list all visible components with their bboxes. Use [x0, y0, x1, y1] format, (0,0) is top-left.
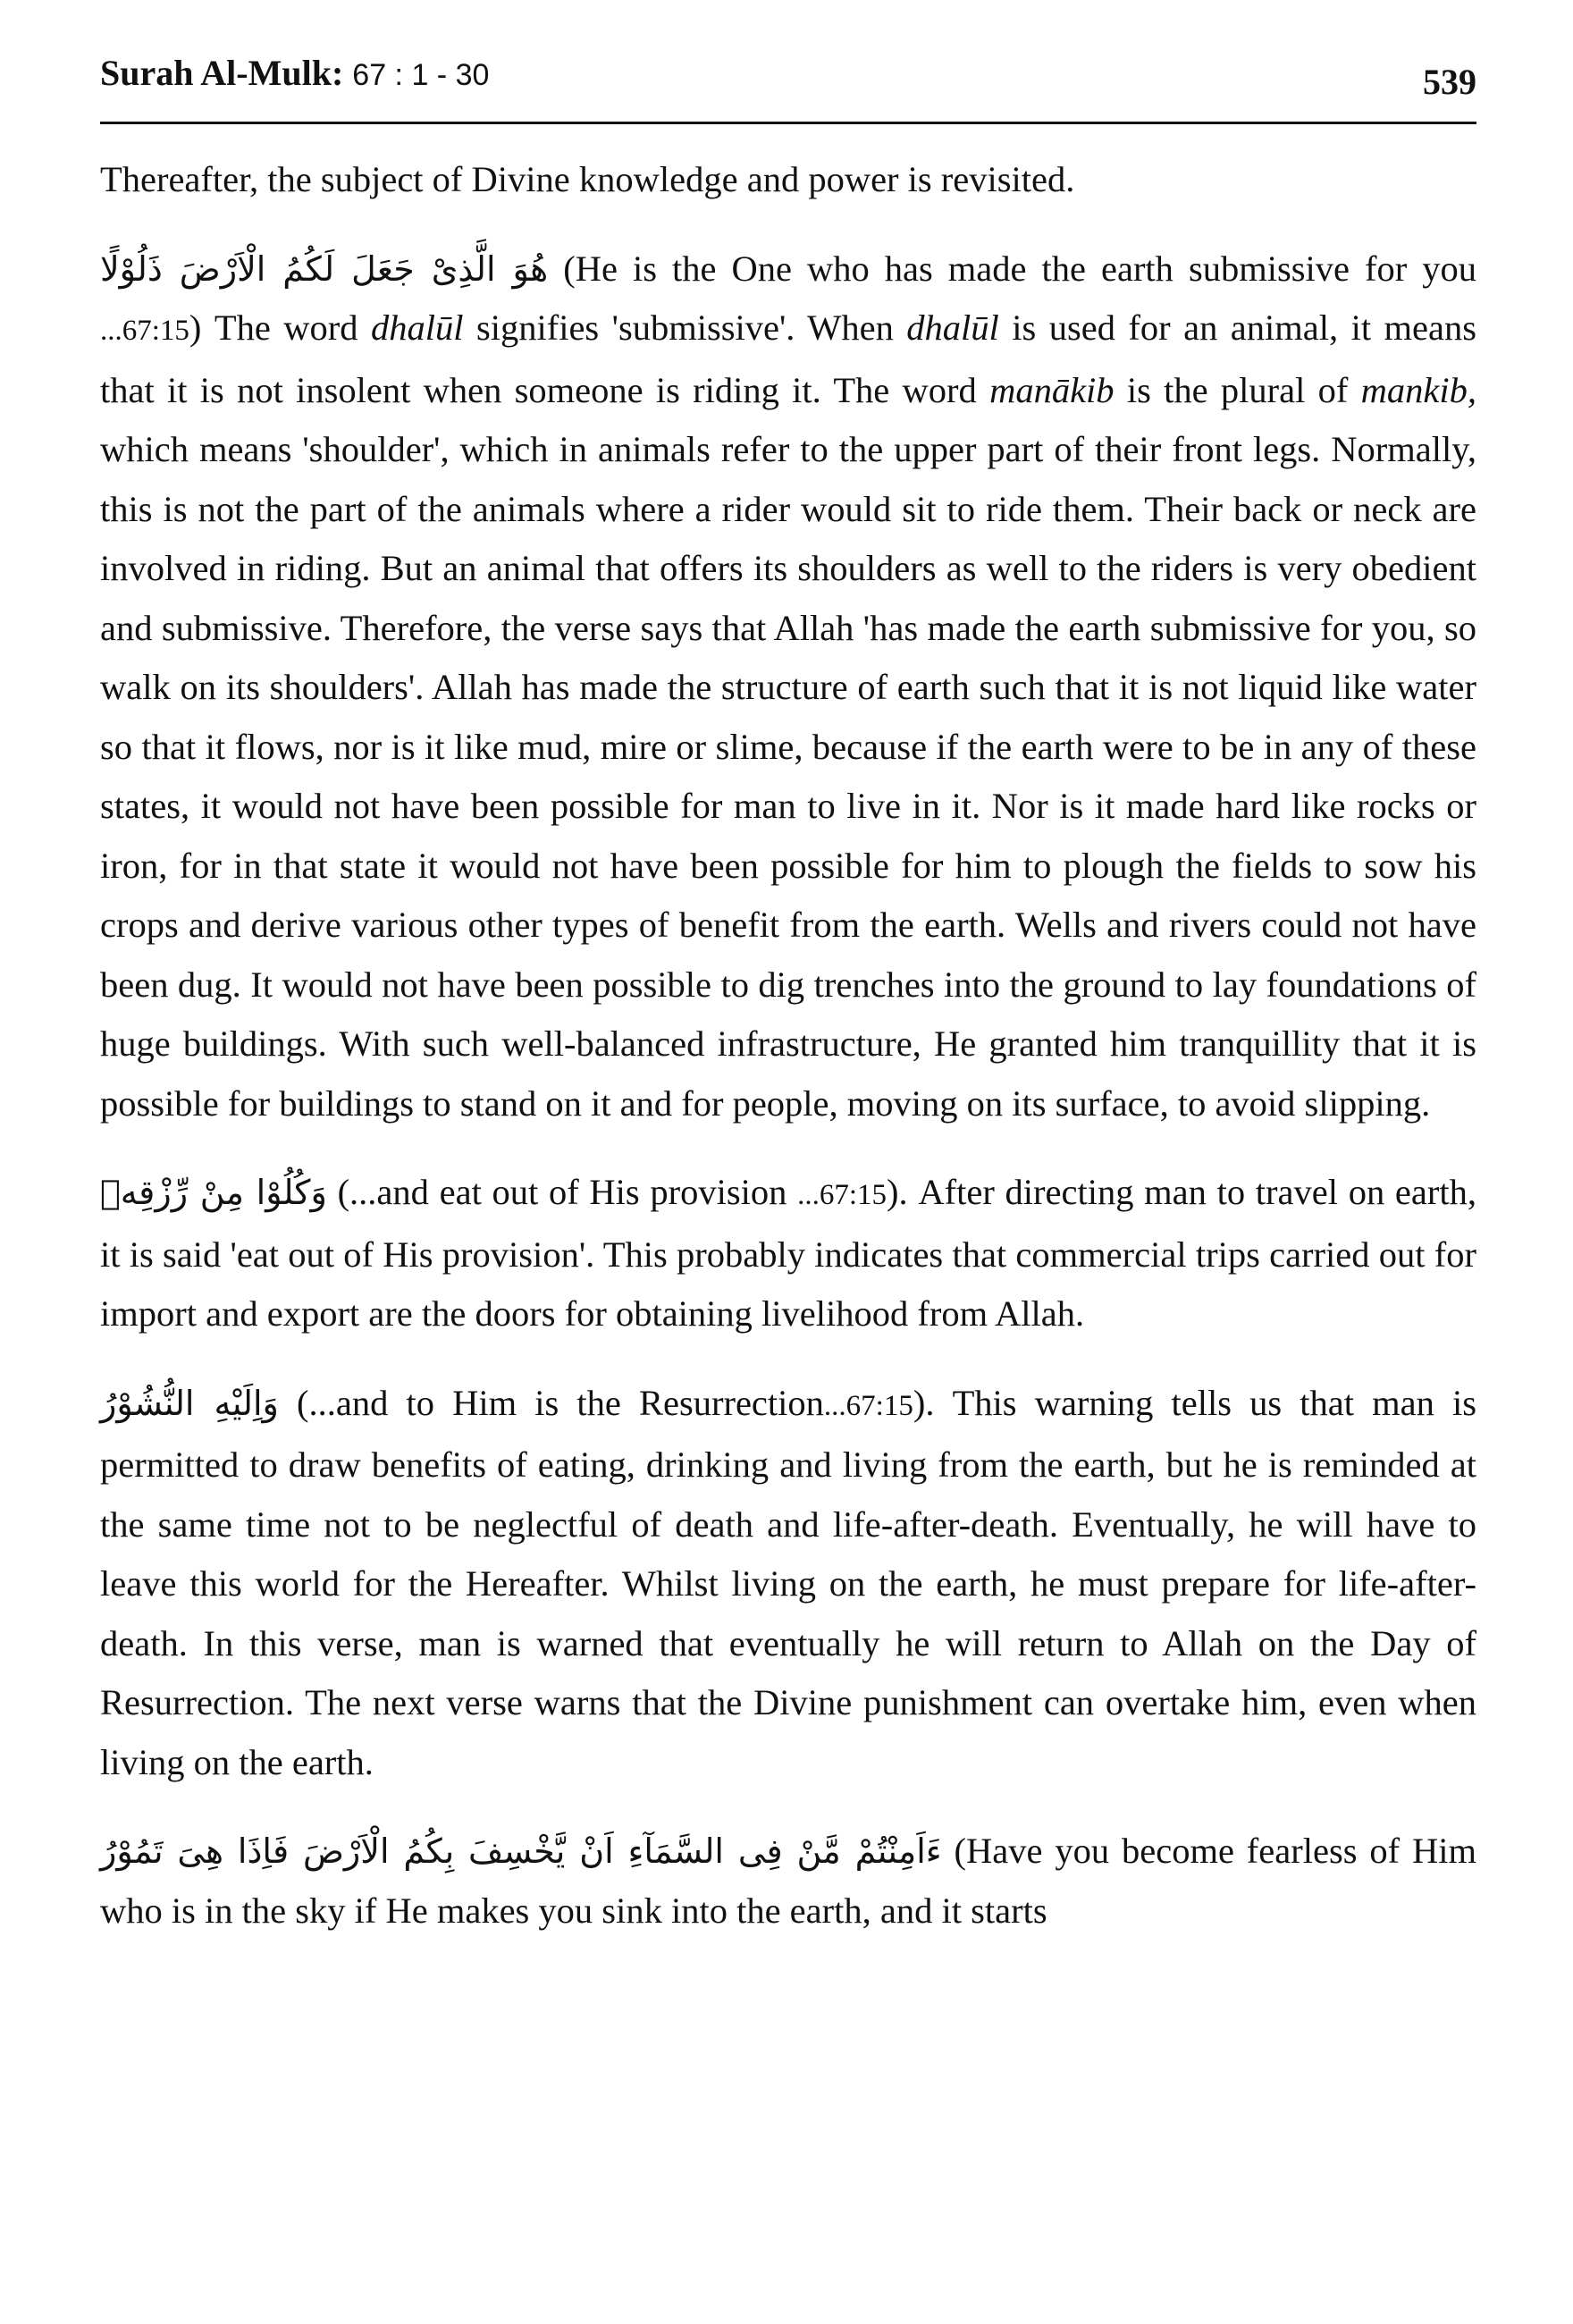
- paragraph-text: (...and to Him is the Resurrection: [278, 1382, 824, 1423]
- verse-reference: ...67:15: [823, 1389, 913, 1422]
- arabic-verse: ءَاَمِنْتُمْ مَّنْ فِى السَّمَآءِ اَنْ يَّخْسِفَ بِكُمُ الْاَرْضَ فَاِذَا هِىَ تَمُوْرُ: [100, 1831, 942, 1871]
- paragraph-text: (...and eat out of His provision: [326, 1172, 798, 1212]
- paragraph-text: is used for an animal, it means that it is not insolent when someone is riding it. The word: [100, 307, 1476, 410]
- verse-reference: ...67:15: [100, 315, 189, 347]
- header-title: [100, 52, 489, 94]
- paragraph-provision: [100, 1163, 1476, 1344]
- surah-reference: 67 : 1 - 30: [352, 58, 490, 92]
- paragraph-text: ) The word: [189, 307, 371, 348]
- paragraph-text: which means 'shoulder', which in animals refer to the upper part of their front legs. Normally, this is not the part of the animals where a rider would sit to ride them. Their back or neck are involved in riding. But an animal that offers its shoulders as well to the riders is very obedient and submissive. Therefore, the verse says that Allah 'has made the earth submissive for you, so walk on its shoulders'. Allah has made the structure of earth such that it is not liquid like water so that it flows, nor is it like mud, mire or slime, because if the earth were to be in any of these states, it would not have been possible for man to live in it. Nor is it made hard like rocks or iron, for in that state it would not have been possible for him to plough the fields to sow his crops and derive various other types of benefit from the earth. Wells and rivers could not have been dug. It would not have been possible to dig trenches into the ground to lay foundations of huge buildings. With such well-balanced infrastructure, He granted him tranquillity that it is possible for buildings to stand on it and for people, moving on its surface, to avoid slipping.: [100, 429, 1476, 1124]
- paragraph-text: (Have you become fearless of Him who is in the sky if He makes you sink into the earth, and it starts: [100, 1831, 1476, 1931]
- transliterated-word: manākib: [989, 369, 1115, 410]
- paragraph-fearless: [100, 1822, 1476, 1941]
- paragraph-text: (He is the One who has made the earth submissive for you: [563, 248, 1476, 289]
- arabic-verse: وَاِلَيْهِ النُّشُوْرُ: [100, 1383, 279, 1423]
- paragraph-intro: [100, 150, 1476, 210]
- page-number: 539: [1423, 62, 1476, 102]
- paragraph-text: ). After directing man to travel on earth, it is said 'eat out of His provision'. This probably indicates that commercial trips carried out for import and export are the doors for obtaining livelihood from Allah.: [100, 1172, 1476, 1334]
- paragraph-resurrection: [100, 1374, 1476, 1793]
- paragraph-text: ). This warning tells us that man is permitted to draw benefits of eating, drinking and living from the earth, but he is reminded at the same time not to be neglectful of death and life-after-death. Eventually, he will have to leave this world for the Hereafter. Whilst living on the earth, he must prepare for life-after-death. In this verse, man is warned that eventually he will return to Allah on the Day of Resurrection. The next verse warns that the Divine punishment can overtake him, even when living on the earth.: [100, 1382, 1476, 1782]
- page-body: [100, 150, 1476, 1941]
- header-rule: [100, 122, 1476, 124]
- paragraph-text: is the plural of: [1114, 369, 1361, 410]
- arabic-verse: هُوَ الَّذِىْ جَعَلَ لَكُمُ الْاَرْضَ ذَلُوْلًا: [100, 248, 549, 289]
- book-page: [100, 36, 1476, 1931]
- running-header: [100, 36, 1476, 107]
- verse-reference: ...67:15: [797, 1179, 887, 1211]
- paragraph-text: Thereafter, the subject of Divine knowledge and power is revisited.: [100, 159, 1075, 199]
- transliterated-word: dhalūl: [370, 307, 464, 348]
- paragraph-text: signifies 'submissive'. When: [463, 307, 907, 348]
- transliterated-word: dhalūl: [906, 307, 999, 348]
- arabic-verse: وَكُلُوْا مِنْ رِّزْقِهٖ: [100, 1173, 327, 1212]
- transliterated-word: mankib,: [1360, 369, 1476, 410]
- paragraph-dhalul: [100, 240, 1476, 1134]
- surah-name: Surah Al-Mulk:: [100, 53, 344, 93]
